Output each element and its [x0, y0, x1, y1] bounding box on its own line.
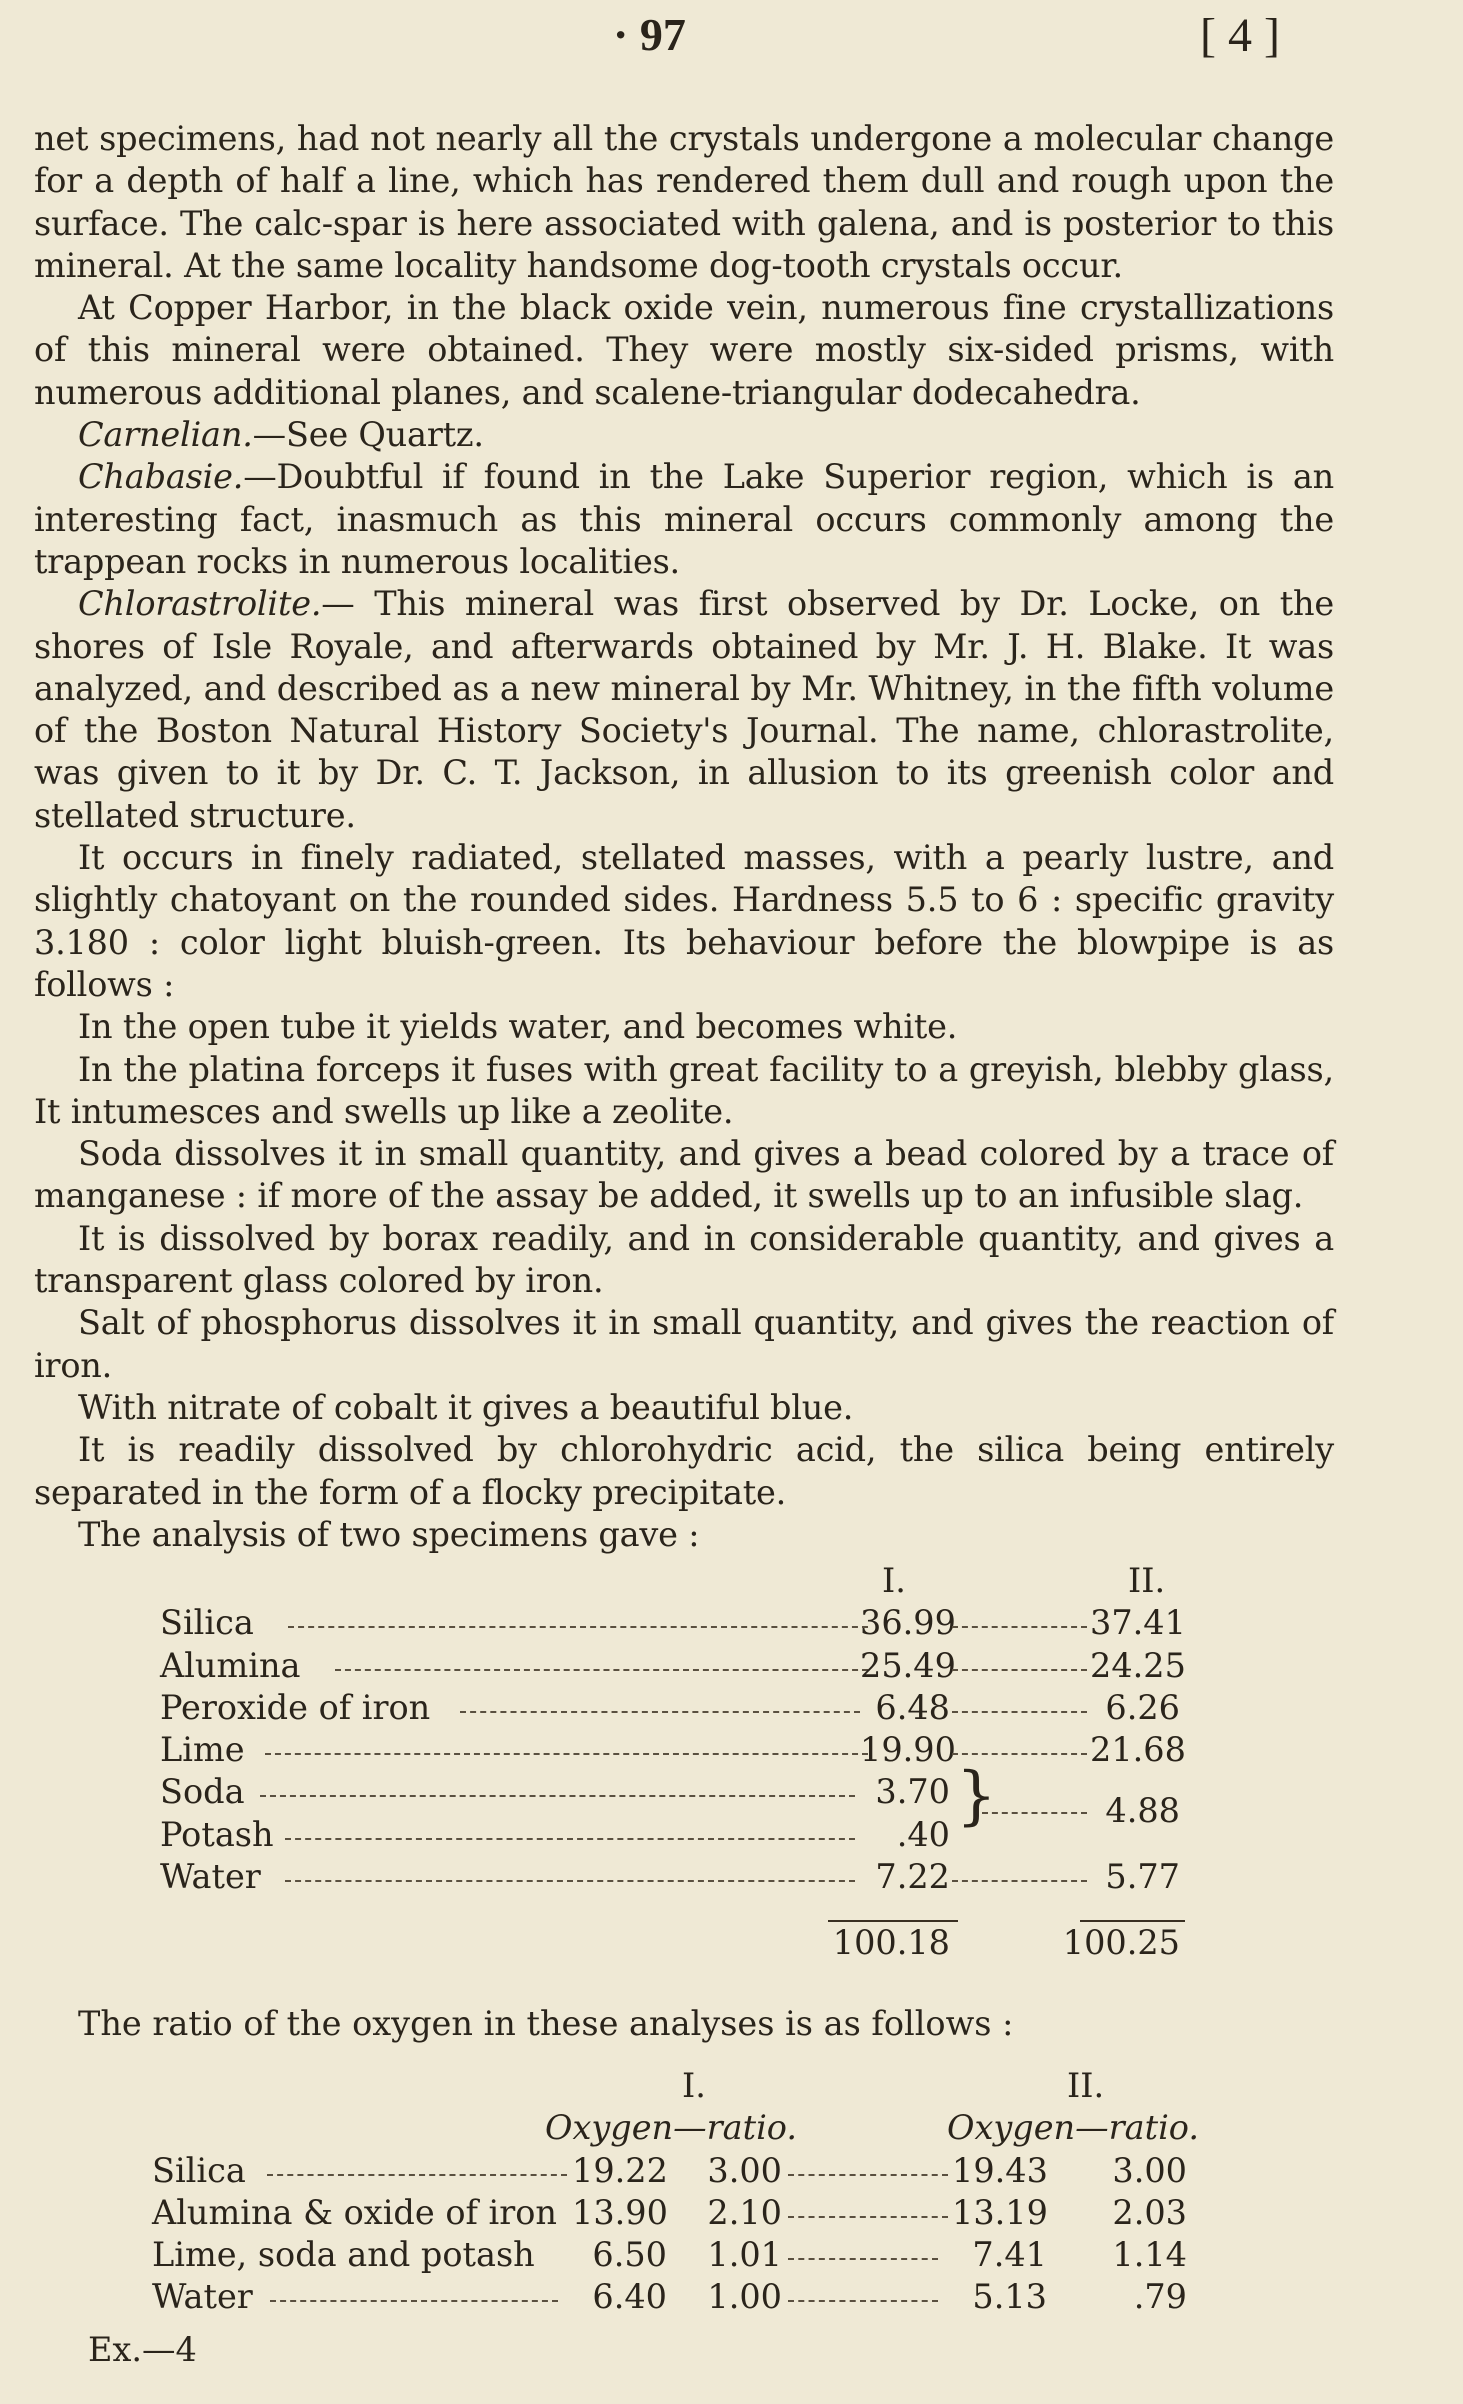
oxygen-ii: 19.43: [952, 2150, 1048, 2190]
value-i: 19.90: [860, 1730, 956, 1770]
value-ii: 24.25: [1090, 1645, 1186, 1685]
column-header: I.: [682, 2066, 706, 2105]
oxygen-ii: 7.41: [972, 2235, 1047, 2275]
ratio-subheader-row: [152, 2107, 1232, 2149]
paragraph: Soda dissolves it in small quantity, and gives a bead colored by a trace of manganese : if more of the assay be added, it swells up to an infusible slag.: [34, 1134, 1334, 1216]
leader-dots: [788, 2258, 938, 2260]
value-ii-combined: 4.88: [1105, 1790, 1180, 1830]
table-row: [152, 2234, 1232, 2276]
oxygen-ii: 5.13: [972, 2277, 1047, 2317]
paragraph: Salt of phosphorus dissolves it in small quantity, and gives the reaction of iron.: [34, 1303, 1334, 1385]
paragraph: The analysis of two specimens gave :: [78, 1514, 700, 1554]
row-label: Silica: [152, 2150, 246, 2190]
ratio-ii: .79: [1133, 2277, 1187, 2317]
paragraph: It is readily dissolved by chlorohydric acid, the silica being entirely separated in the form of a flocky precipitate.: [34, 1430, 1334, 1512]
paragraph: In the platina forceps it fuses with great facility to a greyish, blebby glass, It intumesces and swells up like a zeolite.: [34, 1049, 1334, 1131]
carnelian-text: —See Quartz.: [252, 415, 484, 455]
row-label: Lime: [160, 1730, 245, 1770]
table-row: [160, 1856, 1210, 1898]
ratio-intro: The ratio of the oxygen in these analyses is as follows :: [78, 2004, 1014, 2043]
leader-dots: [788, 2216, 948, 2218]
leader-dots: [267, 2174, 567, 2176]
oxygen-ii: 13.19: [952, 2192, 1048, 2232]
term-carnelian: Carnelian.: [78, 415, 253, 455]
table-row: [160, 1687, 1210, 1729]
leader-dots: [260, 1795, 855, 1797]
section-marker: [ 4 ]: [1200, 9, 1280, 62]
chlorastrolite-entry: [34, 583, 1334, 837]
ratio-ii: 2.03: [1112, 2192, 1187, 2232]
page-number: · 97: [613, 9, 686, 60]
row-label: Soda: [160, 1772, 245, 1812]
ratio-ii: 3.00: [1112, 2150, 1187, 2190]
column-header: I.: [882, 1561, 906, 1600]
leader-dots: [288, 1626, 868, 1628]
value-ii: 5.77: [1105, 1857, 1180, 1897]
row-label: Alumina & oxide of iron: [152, 2192, 558, 2232]
row-label: Silica: [160, 1603, 254, 1643]
column-subheader: Oxygen—ratio.: [545, 2108, 798, 2148]
ratio-ii: 1.14: [1112, 2235, 1187, 2275]
leader-dots: [788, 2174, 948, 2176]
row-label: Peroxide of iron: [160, 1687, 431, 1727]
ratio-table: [152, 2065, 1232, 2319]
row-label: Potash: [160, 1814, 274, 1854]
paragraph: At Copper Harbor, in the black oxide vein, numerous fine crystallizations of this mineral were obtained. They were mostly six-sided prisms, with numerous additional planes, and scalene-triangular dodecahedra.: [34, 288, 1334, 412]
oxygen-i: 19.22: [572, 2150, 668, 2190]
oxygen-i: 6.40: [592, 2277, 667, 2317]
term-chlorastrolite: Chlorastrolite.: [78, 584, 322, 624]
leader-dots: [285, 1880, 855, 1882]
chlorastrolite-text: — This mineral was first observed by Dr. Locke, on the shores of Isle Royale, and afterwards obtained by Mr. J. H. Blake. It was analyzed, and described as a new mineral by Mr. Whitney, in the fifth volume of the Boston Natural History Society's Journal. The name, chlorastrolite, was given to it by Dr. C. T. Jackson, in allusion to its greenish color and stellated structure.: [34, 584, 1334, 835]
carnelian-entry: [34, 414, 1334, 456]
table-row: [160, 1645, 1210, 1687]
leader-dots: [265, 1753, 868, 1755]
leader-dots: [335, 1669, 868, 1671]
total-ii: 100.25: [1062, 1923, 1180, 1963]
leader-dots: [788, 2300, 938, 2302]
leader-dots: [952, 1880, 1087, 1882]
leader-dots: [460, 1711, 860, 1713]
total-i: 100.18: [832, 1923, 950, 1963]
chabasie-text: —Doubtful if found in the Lake Superior region, which is an interesting fact, inasmuch as this mineral occurs commonly among the trappean rocks in numerous localities.: [34, 457, 1334, 581]
column-header: II.: [1067, 2066, 1105, 2105]
value-ii: 21.68: [1090, 1730, 1186, 1770]
table-row: [160, 1602, 1210, 1644]
totals-row: [160, 1922, 1210, 1964]
ratio-header-row: [152, 2065, 1232, 2107]
body-text: [34, 118, 1334, 1556]
table-header-row: [160, 1560, 1210, 1602]
row-label: Water: [160, 1857, 261, 1897]
signature-mark: Ex.—4: [88, 2330, 197, 2369]
page-header: [0, 8, 1463, 68]
value-i: 36.99: [860, 1603, 956, 1643]
ratio-i: 3.00: [707, 2150, 782, 2190]
table-row: [152, 2276, 1232, 2318]
row-label: Water: [152, 2277, 253, 2317]
brace: }: [956, 1758, 997, 1833]
table-row: [152, 2150, 1232, 2192]
value-i: 3.70: [875, 1772, 950, 1812]
table-row: [152, 2192, 1232, 2234]
term-chabasie: Chabasie.: [78, 457, 244, 497]
leader-dots: [285, 1838, 855, 1840]
leader-dots: [982, 1812, 1087, 1814]
column-header: II.: [1128, 1561, 1166, 1600]
paragraph: With nitrate of cobalt it gives a beautiful blue.: [78, 1387, 854, 1427]
paragraph: It occurs in finely radiated, stellated masses, with a pearly lustre, and slightly chatoyant on the rounded sides. Hardness 5.5 to 6 : specific gravity 3.180 : color light bluish-green. Its behaviour before the blowpipe is as follows :: [34, 838, 1334, 1004]
leader-dots: [952, 1626, 1087, 1628]
paragraph: It is dissolved by borax readily, and in considerable quantity, and gives a transparent glass colored by iron.: [34, 1218, 1334, 1301]
value-ii: 37.41: [1090, 1603, 1186, 1643]
paragraph: net specimens, had not nearly all the crystals undergone a molecular change for a depth of half a line, which has rendered them dull and rough upon the surface. The calc-spar is here associated with galena, and is posterior to this mineral. At the same locality handsome dog-tooth crystals occur.: [34, 119, 1334, 285]
value-i: 6.48: [875, 1687, 950, 1727]
ratio-i: 2.10: [707, 2192, 782, 2232]
value-i: 7.22: [875, 1857, 950, 1897]
column-subheader: Oxygen—ratio.: [947, 2108, 1200, 2148]
oxygen-i: 13.90: [572, 2192, 668, 2232]
table-row: [160, 1771, 1210, 1813]
paragraph: In the open tube it yields water, and becomes white.: [78, 1007, 958, 1047]
leader-dots: [952, 1753, 1087, 1755]
value-i: .40: [896, 1814, 950, 1854]
analysis-table: [160, 1560, 1210, 1965]
chabasie-entry: [34, 456, 1334, 583]
leader-dots: [952, 1669, 1087, 1671]
value-ii: 6.26: [1105, 1687, 1180, 1727]
ratio-i: 1.00: [707, 2277, 782, 2317]
leader-dots: [952, 1711, 1087, 1713]
table-row: [160, 1729, 1210, 1771]
value-i: 25.49: [860, 1645, 956, 1685]
leader-dots: [270, 2300, 558, 2302]
ratio-i: 1.01: [707, 2235, 782, 2275]
row-label: Lime, soda and potash: [152, 2235, 535, 2275]
oxygen-i: 6.50: [592, 2235, 667, 2275]
row-label: Alumina: [160, 1645, 301, 1685]
